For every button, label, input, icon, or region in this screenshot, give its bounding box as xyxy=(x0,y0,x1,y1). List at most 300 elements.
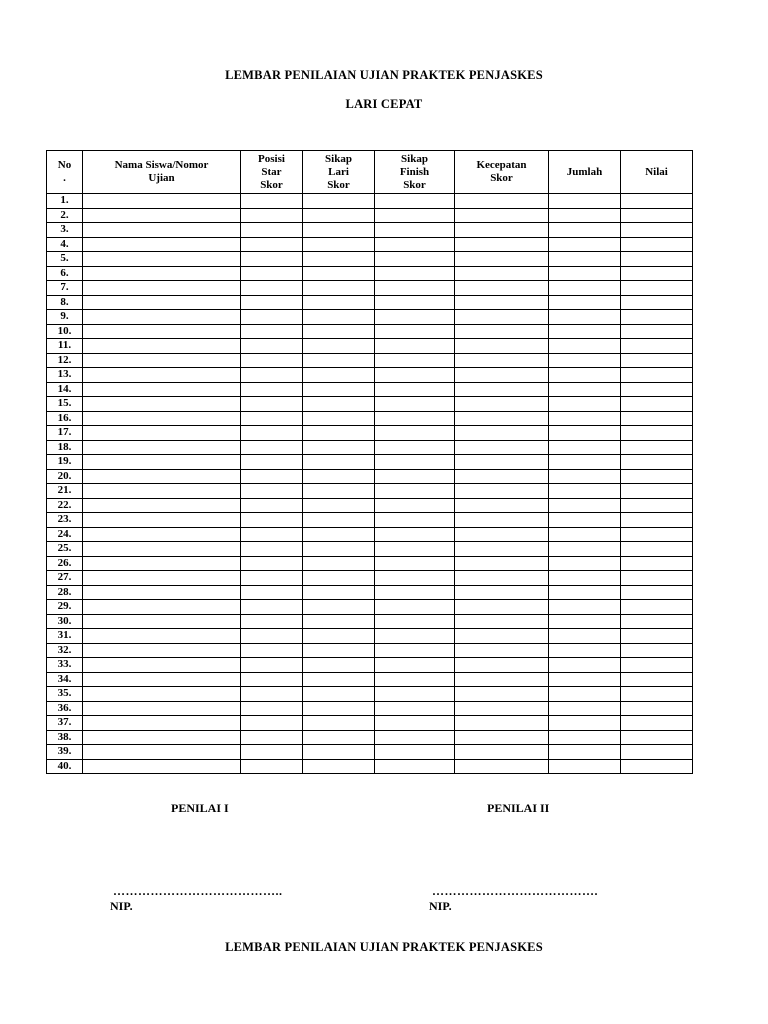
cell-kecepatan[interactable] xyxy=(455,208,549,223)
cell-sikap-finish[interactable] xyxy=(375,730,455,745)
cell-sikap-lari[interactable] xyxy=(303,745,375,760)
cell-sikap-finish[interactable] xyxy=(375,585,455,600)
cell-sikap-lari[interactable] xyxy=(303,643,375,658)
cell-nama[interactable] xyxy=(83,513,241,528)
cell-posisi[interactable] xyxy=(241,455,303,470)
cell-sikap-lari[interactable] xyxy=(303,658,375,673)
table-row xyxy=(47,643,693,658)
cell-posisi[interactable] xyxy=(241,339,303,354)
cell-nilai[interactable] xyxy=(621,281,693,296)
cell-jumlah[interactable] xyxy=(549,745,621,760)
cell-nama[interactable] xyxy=(83,382,241,397)
cell-nilai[interactable] xyxy=(621,542,693,557)
cell-sikap-finish[interactable] xyxy=(375,600,455,615)
cell-kecepatan[interactable] xyxy=(455,571,549,586)
cell-nilai[interactable] xyxy=(621,440,693,455)
cell-kecepatan[interactable] xyxy=(455,643,549,658)
cell-sikap-finish[interactable] xyxy=(375,629,455,644)
nip-1-label: NIP. xyxy=(110,899,133,913)
cell-sikap-lari[interactable] xyxy=(303,310,375,325)
cell-posisi[interactable] xyxy=(241,469,303,484)
cell-sikap-finish[interactable] xyxy=(375,310,455,325)
cell-posisi[interactable] xyxy=(241,759,303,774)
cell-sikap-finish[interactable] xyxy=(375,745,455,760)
cell-jumlah[interactable] xyxy=(549,629,621,644)
cell-sikap-lari[interactable] xyxy=(303,759,375,774)
cell-kecepatan[interactable] xyxy=(455,687,549,702)
cell-sikap-finish[interactable] xyxy=(375,513,455,528)
cell-posisi[interactable] xyxy=(241,643,303,658)
cell-posisi[interactable] xyxy=(241,382,303,397)
cell-nama[interactable] xyxy=(83,498,241,513)
cell-jumlah[interactable] xyxy=(549,208,621,223)
cell-sikap-lari[interactable] xyxy=(303,455,375,470)
cell-posisi[interactable] xyxy=(241,353,303,368)
cell-nilai[interactable] xyxy=(621,455,693,470)
cell-sikap-lari[interactable] xyxy=(303,353,375,368)
cell-posisi[interactable] xyxy=(241,484,303,499)
cell-kecepatan[interactable] xyxy=(455,716,549,731)
cell-sikap-finish[interactable] xyxy=(375,295,455,310)
cell-nama[interactable] xyxy=(83,527,241,542)
row-number: 25. xyxy=(47,542,83,557)
cell-nilai[interactable] xyxy=(621,368,693,383)
cell-nilai[interactable] xyxy=(621,556,693,571)
cell-nilai[interactable] xyxy=(621,614,693,629)
cell-posisi[interactable] xyxy=(241,208,303,223)
cell-sikap-lari[interactable] xyxy=(303,208,375,223)
cell-sikap-lari[interactable] xyxy=(303,730,375,745)
cell-posisi[interactable] xyxy=(241,672,303,687)
cell-kecepatan[interactable] xyxy=(455,745,549,760)
cell-nama[interactable] xyxy=(83,194,241,209)
cell-sikap-lari[interactable] xyxy=(303,237,375,252)
cell-jumlah[interactable] xyxy=(549,281,621,296)
cell-posisi[interactable] xyxy=(241,223,303,238)
cell-nilai[interactable] xyxy=(621,629,693,644)
cell-nilai[interactable] xyxy=(621,194,693,209)
cell-nilai[interactable] xyxy=(621,730,693,745)
cell-sikap-finish[interactable] xyxy=(375,266,455,281)
cell-nilai[interactable] xyxy=(621,643,693,658)
cell-posisi[interactable] xyxy=(241,658,303,673)
cell-posisi[interactable] xyxy=(241,585,303,600)
cell-nilai[interactable] xyxy=(621,223,693,238)
cell-nilai[interactable] xyxy=(621,237,693,252)
cell-kecepatan[interactable] xyxy=(455,382,549,397)
cell-jumlah[interactable] xyxy=(549,513,621,528)
cell-jumlah[interactable] xyxy=(549,759,621,774)
cell-kecepatan[interactable] xyxy=(455,426,549,441)
cell-kecepatan[interactable] xyxy=(455,440,549,455)
cell-sikap-finish[interactable] xyxy=(375,469,455,484)
cell-nilai[interactable] xyxy=(621,701,693,716)
cell-sikap-lari[interactable] xyxy=(303,440,375,455)
cell-sikap-finish[interactable] xyxy=(375,252,455,267)
cell-nilai[interactable] xyxy=(621,513,693,528)
cell-jumlah[interactable] xyxy=(549,310,621,325)
cell-jumlah[interactable] xyxy=(549,542,621,557)
cell-nilai[interactable] xyxy=(621,571,693,586)
cell-posisi[interactable] xyxy=(241,426,303,441)
cell-kecepatan[interactable] xyxy=(455,759,549,774)
cell-sikap-lari[interactable] xyxy=(303,411,375,426)
cell-nama[interactable] xyxy=(83,281,241,296)
cell-sikap-lari[interactable] xyxy=(303,716,375,731)
cell-sikap-lari[interactable] xyxy=(303,281,375,296)
cell-posisi[interactable] xyxy=(241,701,303,716)
cell-kecepatan[interactable] xyxy=(455,556,549,571)
cell-posisi[interactable] xyxy=(241,252,303,267)
cell-jumlah[interactable] xyxy=(549,440,621,455)
cell-sikap-finish[interactable] xyxy=(375,484,455,499)
cell-nilai[interactable] xyxy=(621,498,693,513)
cell-sikap-lari[interactable] xyxy=(303,614,375,629)
cell-sikap-finish[interactable] xyxy=(375,672,455,687)
cell-sikap-finish[interactable] xyxy=(375,701,455,716)
cell-jumlah[interactable] xyxy=(549,701,621,716)
cell-jumlah[interactable] xyxy=(549,397,621,412)
cell-posisi[interactable] xyxy=(241,281,303,296)
cell-kecepatan[interactable] xyxy=(455,455,549,470)
cell-nama[interactable] xyxy=(83,252,241,267)
cell-sikap-finish[interactable] xyxy=(375,324,455,339)
cell-sikap-lari[interactable] xyxy=(303,701,375,716)
cell-posisi[interactable] xyxy=(241,498,303,513)
header-col-nilai: Nilai xyxy=(621,151,693,194)
cell-jumlah[interactable] xyxy=(549,368,621,383)
cell-sikap-lari[interactable] xyxy=(303,527,375,542)
cell-sikap-finish[interactable] xyxy=(375,353,455,368)
cell-sikap-finish[interactable] xyxy=(375,223,455,238)
cell-posisi[interactable] xyxy=(241,542,303,557)
cell-kecepatan[interactable] xyxy=(455,266,549,281)
cell-nilai[interactable] xyxy=(621,397,693,412)
cell-kecepatan[interactable] xyxy=(455,310,549,325)
cell-posisi[interactable] xyxy=(241,716,303,731)
cell-posisi[interactable] xyxy=(241,411,303,426)
cell-sikap-finish[interactable] xyxy=(375,411,455,426)
cell-posisi[interactable] xyxy=(241,440,303,455)
cell-nama[interactable] xyxy=(83,426,241,441)
cell-sikap-lari[interactable] xyxy=(303,498,375,513)
cell-nama[interactable] xyxy=(83,716,241,731)
cell-jumlah[interactable] xyxy=(549,672,621,687)
cell-sikap-lari[interactable] xyxy=(303,542,375,557)
cell-posisi[interactable] xyxy=(241,295,303,310)
table-row xyxy=(47,571,693,586)
cell-posisi[interactable] xyxy=(241,368,303,383)
cell-posisi[interactable] xyxy=(241,745,303,760)
cell-sikap-lari[interactable] xyxy=(303,556,375,571)
cell-jumlah[interactable] xyxy=(549,716,621,731)
cell-sikap-finish[interactable] xyxy=(375,556,455,571)
cell-sikap-lari[interactable] xyxy=(303,339,375,354)
cell-jumlah[interactable] xyxy=(549,527,621,542)
cell-nilai[interactable] xyxy=(621,353,693,368)
cell-sikap-finish[interactable] xyxy=(375,194,455,209)
cell-nilai[interactable] xyxy=(621,527,693,542)
cell-sikap-finish[interactable] xyxy=(375,542,455,557)
cell-posisi[interactable] xyxy=(241,237,303,252)
cell-sikap-finish[interactable] xyxy=(375,455,455,470)
cell-jumlah[interactable] xyxy=(549,585,621,600)
cell-nama[interactable] xyxy=(83,701,241,716)
cell-posisi[interactable] xyxy=(241,513,303,528)
cell-kecepatan[interactable] xyxy=(455,368,549,383)
cell-sikap-lari[interactable] xyxy=(303,585,375,600)
cell-kecepatan[interactable] xyxy=(455,324,549,339)
cell-jumlah[interactable] xyxy=(549,498,621,513)
cell-sikap-finish[interactable] xyxy=(375,687,455,702)
cell-nama[interactable] xyxy=(83,600,241,615)
cell-kecepatan[interactable] xyxy=(455,542,549,557)
table-row xyxy=(47,368,693,383)
cell-nama[interactable] xyxy=(83,339,241,354)
cell-nilai[interactable] xyxy=(621,745,693,760)
row-number: 21. xyxy=(47,484,83,499)
cell-sikap-finish[interactable] xyxy=(375,643,455,658)
cell-kecepatan[interactable] xyxy=(455,194,549,209)
cell-nama[interactable] xyxy=(83,353,241,368)
cell-nilai[interactable] xyxy=(621,295,693,310)
cell-nama[interactable] xyxy=(83,411,241,426)
cell-sikap-finish[interactable] xyxy=(375,368,455,383)
cell-posisi[interactable] xyxy=(241,324,303,339)
cell-nilai[interactable] xyxy=(621,324,693,339)
cell-sikap-lari[interactable] xyxy=(303,382,375,397)
cell-nilai[interactable] xyxy=(621,469,693,484)
cell-sikap-lari[interactable] xyxy=(303,687,375,702)
cell-nilai[interactable] xyxy=(621,310,693,325)
cell-jumlah[interactable] xyxy=(549,411,621,426)
cell-kecepatan[interactable] xyxy=(455,701,549,716)
cell-jumlah[interactable] xyxy=(549,455,621,470)
cell-sikap-lari[interactable] xyxy=(303,469,375,484)
cell-nama[interactable] xyxy=(83,556,241,571)
cell-nama[interactable] xyxy=(83,469,241,484)
cell-sikap-lari[interactable] xyxy=(303,629,375,644)
cell-sikap-finish[interactable] xyxy=(375,426,455,441)
cell-sikap-lari[interactable] xyxy=(303,266,375,281)
cell-sikap-finish[interactable] xyxy=(375,237,455,252)
cell-kecepatan[interactable] xyxy=(455,513,549,528)
row-number: 1. xyxy=(47,194,83,209)
cell-sikap-lari[interactable] xyxy=(303,194,375,209)
cell-sikap-lari[interactable] xyxy=(303,426,375,441)
cell-nama[interactable] xyxy=(83,745,241,760)
cell-kecepatan[interactable] xyxy=(455,339,549,354)
cell-jumlah[interactable] xyxy=(549,484,621,499)
row-number: 5. xyxy=(47,252,83,267)
cell-sikap-finish[interactable] xyxy=(375,440,455,455)
cell-jumlah[interactable] xyxy=(549,295,621,310)
cell-posisi[interactable] xyxy=(241,571,303,586)
cell-jumlah[interactable] xyxy=(549,614,621,629)
cell-posisi[interactable] xyxy=(241,600,303,615)
cell-nama[interactable] xyxy=(83,368,241,383)
cell-nama[interactable] xyxy=(83,266,241,281)
cell-nama[interactable] xyxy=(83,223,241,238)
cell-posisi[interactable] xyxy=(241,614,303,629)
cell-sikap-finish[interactable] xyxy=(375,716,455,731)
cell-sikap-lari[interactable] xyxy=(303,397,375,412)
cell-sikap-finish[interactable] xyxy=(375,759,455,774)
cell-nama[interactable] xyxy=(83,440,241,455)
cell-nama[interactable] xyxy=(83,208,241,223)
row-number: 10. xyxy=(47,324,83,339)
cell-jumlah[interactable] xyxy=(549,469,621,484)
cell-kecepatan[interactable] xyxy=(455,629,549,644)
cell-sikap-finish[interactable] xyxy=(375,382,455,397)
cell-sikap-finish[interactable] xyxy=(375,614,455,629)
cell-kecepatan[interactable] xyxy=(455,295,549,310)
cell-kecepatan[interactable] xyxy=(455,614,549,629)
cell-kecepatan[interactable] xyxy=(455,281,549,296)
cell-nama[interactable] xyxy=(83,295,241,310)
cell-kecepatan[interactable] xyxy=(455,469,549,484)
cell-posisi[interactable] xyxy=(241,266,303,281)
cell-kecepatan[interactable] xyxy=(455,484,549,499)
cell-sikap-lari[interactable] xyxy=(303,484,375,499)
cell-nama[interactable] xyxy=(83,237,241,252)
cell-sikap-lari[interactable] xyxy=(303,223,375,238)
row-number: 6. xyxy=(47,266,83,281)
cell-posisi[interactable] xyxy=(241,397,303,412)
cell-jumlah[interactable] xyxy=(549,600,621,615)
cell-jumlah[interactable] xyxy=(549,194,621,209)
cell-nama[interactable] xyxy=(83,643,241,658)
cell-kecepatan[interactable] xyxy=(455,585,549,600)
cell-sikap-finish[interactable] xyxy=(375,658,455,673)
cell-nama[interactable] xyxy=(83,672,241,687)
cell-posisi[interactable] xyxy=(241,629,303,644)
cell-nama[interactable] xyxy=(83,324,241,339)
cell-jumlah[interactable] xyxy=(549,237,621,252)
cell-nilai[interactable] xyxy=(621,426,693,441)
cell-sikap-lari[interactable] xyxy=(303,513,375,528)
cell-sikap-finish[interactable] xyxy=(375,208,455,223)
cell-jumlah[interactable] xyxy=(549,658,621,673)
cell-kecepatan[interactable] xyxy=(455,600,549,615)
cell-nama[interactable] xyxy=(83,571,241,586)
cell-posisi[interactable] xyxy=(241,556,303,571)
cell-nama[interactable] xyxy=(83,542,241,557)
cell-kecepatan[interactable] xyxy=(455,730,549,745)
cell-jumlah[interactable] xyxy=(549,353,621,368)
row-number: 19. xyxy=(47,455,83,470)
cell-nama[interactable] xyxy=(83,310,241,325)
cell-nilai[interactable] xyxy=(621,411,693,426)
cell-jumlah[interactable] xyxy=(549,382,621,397)
cell-kecepatan[interactable] xyxy=(455,397,549,412)
cell-kecepatan[interactable] xyxy=(455,527,549,542)
cell-nilai[interactable] xyxy=(621,658,693,673)
cell-jumlah[interactable] xyxy=(549,252,621,267)
cell-jumlah[interactable] xyxy=(549,687,621,702)
cell-nilai[interactable] xyxy=(621,687,693,702)
cell-sikap-finish[interactable] xyxy=(375,527,455,542)
cell-jumlah[interactable] xyxy=(549,324,621,339)
cell-jumlah[interactable] xyxy=(549,730,621,745)
cell-sikap-finish[interactable] xyxy=(375,498,455,513)
cell-nilai[interactable] xyxy=(621,716,693,731)
cell-nama[interactable] xyxy=(83,629,241,644)
cell-nama[interactable] xyxy=(83,455,241,470)
cell-kecepatan[interactable] xyxy=(455,252,549,267)
cell-sikap-lari[interactable] xyxy=(303,600,375,615)
cell-sikap-finish[interactable] xyxy=(375,339,455,354)
row-number: 28. xyxy=(47,585,83,600)
table-row xyxy=(47,542,693,557)
row-number: 29. xyxy=(47,600,83,615)
cell-nama[interactable] xyxy=(83,759,241,774)
cell-kecepatan[interactable] xyxy=(455,223,549,238)
cell-jumlah[interactable] xyxy=(549,426,621,441)
cell-sikap-lari[interactable] xyxy=(303,295,375,310)
cell-sikap-finish[interactable] xyxy=(375,571,455,586)
cell-posisi[interactable] xyxy=(241,194,303,209)
cell-kecepatan[interactable] xyxy=(455,658,549,673)
cell-jumlah[interactable] xyxy=(549,266,621,281)
cell-jumlah[interactable] xyxy=(549,339,621,354)
cell-nama[interactable] xyxy=(83,484,241,499)
cell-nilai[interactable] xyxy=(621,585,693,600)
cell-nilai[interactable] xyxy=(621,759,693,774)
cell-nilai[interactable] xyxy=(621,208,693,223)
row-number: 8. xyxy=(47,295,83,310)
cell-nama[interactable] xyxy=(83,687,241,702)
cell-posisi[interactable] xyxy=(241,687,303,702)
cell-sikap-lari[interactable] xyxy=(303,324,375,339)
cell-nilai[interactable] xyxy=(621,266,693,281)
cell-nilai[interactable] xyxy=(621,252,693,267)
cell-kecepatan[interactable] xyxy=(455,411,549,426)
cell-sikap-lari[interactable] xyxy=(303,672,375,687)
cell-nama[interactable] xyxy=(83,397,241,412)
cell-posisi[interactable] xyxy=(241,527,303,542)
table-row xyxy=(47,324,693,339)
cell-sikap-lari[interactable] xyxy=(303,368,375,383)
cell-nilai[interactable] xyxy=(621,672,693,687)
cell-nama[interactable] xyxy=(83,730,241,745)
cell-nama[interactable] xyxy=(83,614,241,629)
cell-posisi[interactable] xyxy=(241,730,303,745)
cell-nama[interactable] xyxy=(83,585,241,600)
cell-kecepatan[interactable] xyxy=(455,353,549,368)
cell-jumlah[interactable] xyxy=(549,571,621,586)
cell-nilai[interactable] xyxy=(621,339,693,354)
cell-kecepatan[interactable] xyxy=(455,498,549,513)
cell-nilai[interactable] xyxy=(621,600,693,615)
cell-jumlah[interactable] xyxy=(549,223,621,238)
page-title: LEMBAR PENILAIAN UJIAN PRAKTEK PENJASKES xyxy=(225,68,543,82)
cell-sikap-finish[interactable] xyxy=(375,397,455,412)
cell-jumlah[interactable] xyxy=(549,556,621,571)
cell-sikap-finish[interactable] xyxy=(375,281,455,296)
cell-nilai[interactable] xyxy=(621,484,693,499)
cell-jumlah[interactable] xyxy=(549,643,621,658)
cell-nilai[interactable] xyxy=(621,382,693,397)
cell-nama[interactable] xyxy=(83,658,241,673)
row-number: 31. xyxy=(47,629,83,644)
table-row xyxy=(47,455,693,470)
cell-sikap-lari[interactable] xyxy=(303,571,375,586)
cell-kecepatan[interactable] xyxy=(455,237,549,252)
cell-kecepatan[interactable] xyxy=(455,672,549,687)
cell-posisi[interactable] xyxy=(241,310,303,325)
cell-sikap-lari[interactable] xyxy=(303,252,375,267)
